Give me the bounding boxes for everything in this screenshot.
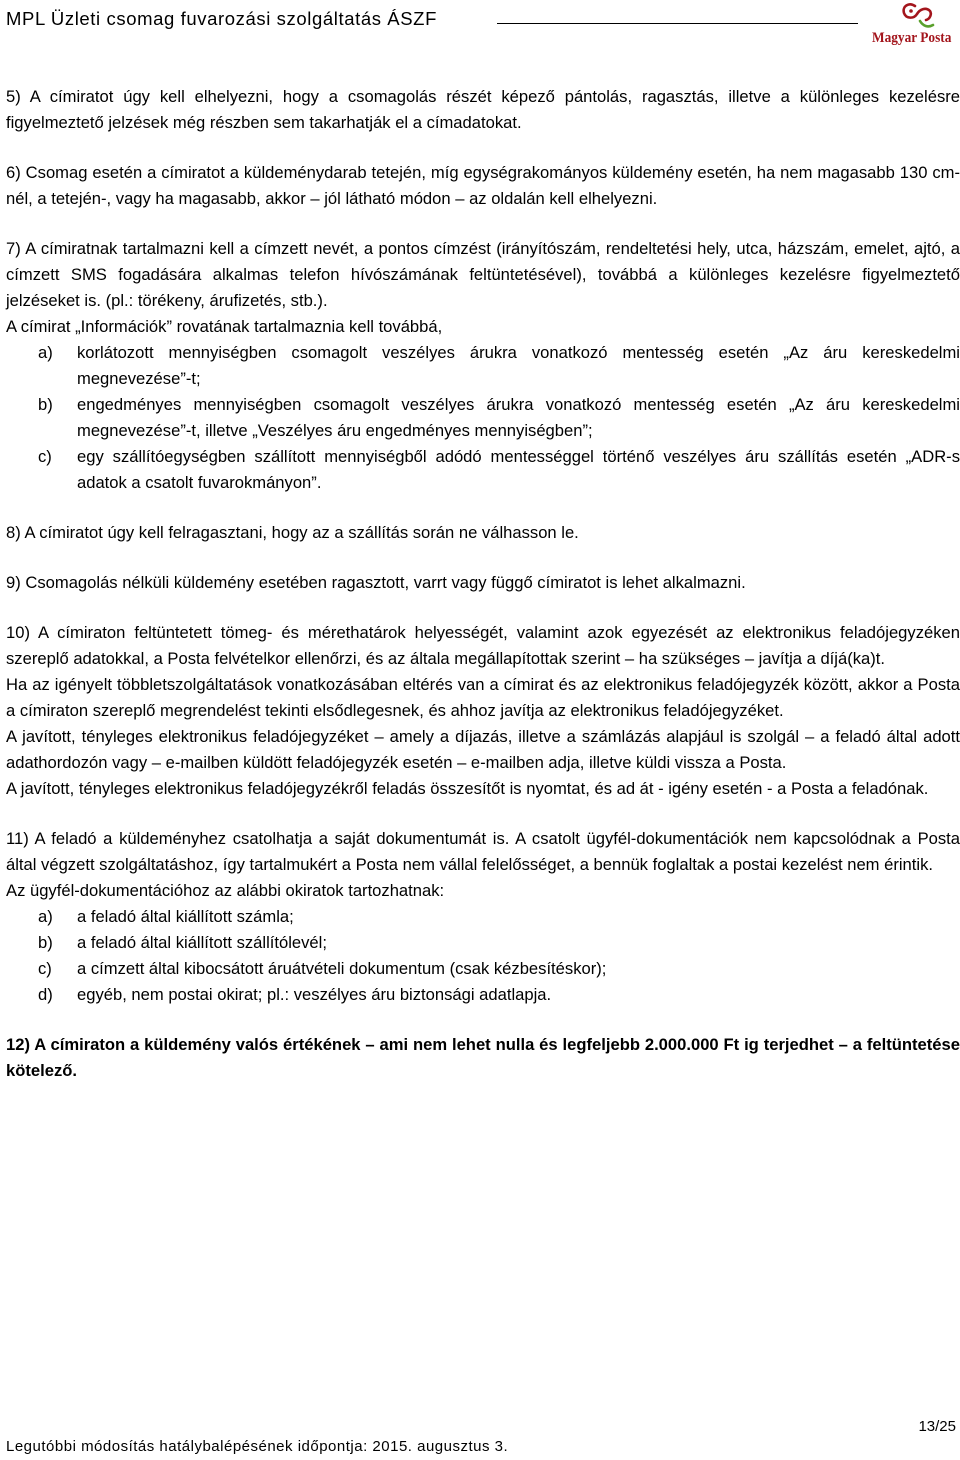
section-7-intro: A címirat „Információk” rovatának tartalmaznia kell továbbá, [6,317,443,336]
logo-text: Magyar Posta [872,30,952,46]
list-item: d) egyéb, nem postai okirat; pl.: veszélyes áru biztonsági adatlapja. [38,985,552,1004]
page-footer [6,1418,960,1460]
section-10-paragraph: A javított, tényleges elektronikus feladójegyzékről feladás összesítőt is nyomtat, és ad át - igény esetén - a Posta a feladónak. [6,779,929,798]
section-7: 7) A címiratnak tartalmazni kell a címzett nevét, a pontos címzést (irányítószám, rendeltetési hely, utca, házszám, emelet, ajtó, a címzett SMS fogadására alkalmas telefon hívószámának feltüntetésével), továbbá a különleges kezelésre figyelmeztető jelzéseket is. (pl.: törékeny, árufizetés, stb.). [6,239,960,310]
list-item: b) a feladó által kiállított szállítólevél; [38,933,327,952]
magyar-posta-logo [868,2,954,52]
page-number: 13/25 [918,1418,956,1435]
document-body [6,84,960,1084]
section-9: 9) Csomagolás nélküli küldemény esetében ragasztott, varrt vagy függő címiratot is lehet alkalmazni. [6,573,746,592]
header-rule [497,23,858,24]
section-10-paragraph: Ha az igényelt többletszolgáltatások vonatkozásában eltérés van a címirat és az elektronikus feladójegyzék között, akkor a Posta a címiraton szereplő megrendelést tekinti elsődlegesnek, és ahhoz javítja az elektronikus feladójegyzéket. [6,675,960,720]
section-8: 8) A címiratot úgy kell felragasztani, hogy az a szállítás során ne válhasson le. [6,523,579,542]
list-item: a) korlátozott mennyiségben csomagolt veszélyes árukra vonatkozó mentesség esetén „Az áru kereskedelmi megnevezése”-t; [38,343,960,388]
section-6: 6) Csomag esetén a címiratot a küldeménydarab tetején, míg egységrakományos küldemény esetén, ha nem magasabb 130 cm-nél, a tetején-, vagy ha magasabb, akkor – jól látható módon – az oldalán kell elhelyezni. [6,163,960,208]
section-10-paragraph: A javított, tényleges elektronikus feladójegyzéket – amely a díjazás, illetve a számlázás alapjául is szolgál – a feladó által adott adathordozón vagy – e-mailben küldött feladójegyzék esetén – e-mailben adja, illetve küldi vissza a Posta. [6,727,960,772]
last-modified-note: Legutóbbi módosítás hatálybalépésének időpontja: 2015. augusztus 3. [6,1438,509,1455]
section-12: 12) A címiraton a küldemény valós értékének – ami nem lehet nulla és legfeljebb 2.000.000 Ft ig terjedhet – a feltüntetése kötelező. [6,1035,960,1080]
section-10: 10) A címiraton feltüntetett tömeg- és mérethatárok helyességét, valamint azok egyezését az elektronikus feladójegyzéken szereplő adatokkal, a Posta felvételkor ellenőrzi, és az általa megállapítottak szerint – ha szükséges – javítja a díjá(ka)t. [6,623,960,668]
list-item: a) a feladó által kiállított számla; [38,907,294,926]
document-title: MPL Üzleti csomag fuvarozási szolgáltatás ÁSZF [6,8,437,29]
page-header [0,0,960,62]
section-7-list [6,340,960,496]
section-11-list [6,904,960,1008]
section-11: 11) A feladó a küldeményhez csatolhatja a saját dokumentumát is. A csatolt ügyfél-dokumentációk nem kapcsolódnak a Posta által végzett szolgáltatáshoz, így tartalmukért a Posta nem vállal felelősséget, a bennük foglaltak a postai kezelést nem érintik. [6,829,960,874]
list-item: c) egy szállítóegységben szállított mennyiségből adódó mentességgel történő veszélyes áru szállítás esetén „ADR-s adatok a csatolt fuvarokmányon”. [38,447,960,492]
list-item: b) engedményes mennyiségben csomagolt veszélyes árukra vonatkozó mentesség esetén „Az áru kereskedelmi megnevezése”-t, illetve „Veszélyes áru engedményes mennyiségben”; [38,395,960,440]
section-11-intro: Az ügyfél-dokumentációhoz az alábbi okiratok tartozhatnak: [6,881,445,900]
list-item: c) a címzett által kibocsátott áruátvételi dokumentum (csak kézbesítéskor); [38,959,607,978]
section-5: 5) A címiratot úgy kell elhelyezni, hogy a csomagolás részét képező pántolás, ragasztás, illetve a különleges kezelésre figyelmeztető jelzések még részben sem takarhatják el a címadatokat. [6,87,960,132]
